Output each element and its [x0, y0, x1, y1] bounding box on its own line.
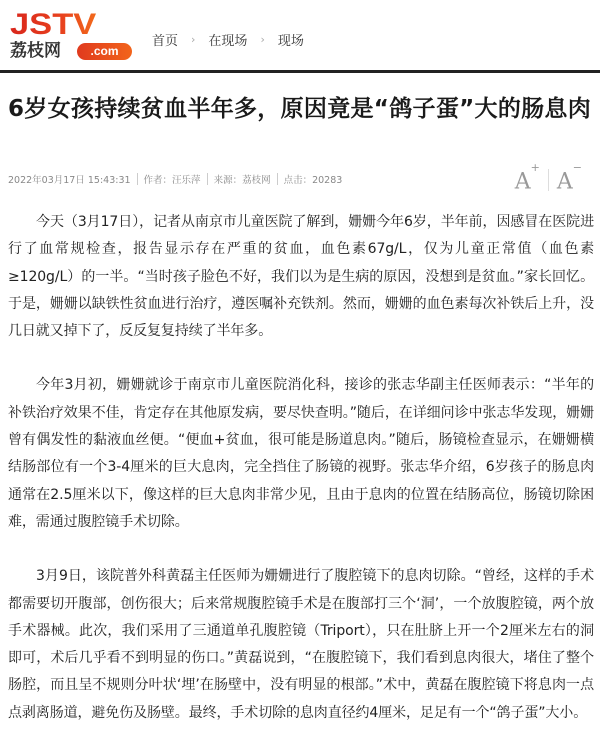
- logo-cn-name: 荔枝网: [10, 41, 61, 61]
- breadcrumb-onsite[interactable]: 在现场: [208, 34, 248, 49]
- meta-divider: [137, 173, 138, 185]
- meta-divider: [207, 173, 208, 185]
- site-logo[interactable]: [10, 10, 128, 60]
- article-author: 作者：汪乐萍: [143, 175, 201, 186]
- font-increase-icon: A: [514, 169, 531, 195]
- article-clicks: 点击：20283: [283, 175, 343, 186]
- chevron-right-icon: ›: [191, 33, 196, 46]
- publish-datetime: 2022年03月17日 15:43:31: [8, 175, 131, 186]
- font-size-controls: [514, 161, 582, 195]
- site-header: [0, 0, 600, 72]
- breadcrumb-home[interactable]: 首页: [152, 34, 179, 49]
- article-paragraph: 今年3月初，姗姗就诊于南京市儿童医院消化科，接诊的张志华副主任医师表示：“半年的补铁治疗效果不佳，肯定存在其他原发病，要尽快查明。”随后，在详细问诊中张志华发现，姗姗曾有偶发性的黏液血丝便。“便血+贫血，很可能是肠道息肉。”随后，肠镜检查显示，在姗姗横结肠部位有一个3-4厘米的巨大息肉，完全挡住了肠镜的视野。张志华介绍，6岁孩子的肠息肉通常在2.5厘米以下，像这样的巨大息肉非常少见，且由于息肉的位置在结肠高位，肠镜切除困难，需通过腹腔镜手术切除。: [8, 377, 594, 530]
- font-decrease-icon: A: [556, 169, 573, 195]
- font-controls-divider: [548, 169, 549, 191]
- article-title: 6岁女孩持续贫血半年多，原因竟是“鸽子蛋”大的肠息肉: [8, 96, 592, 122]
- breadcrumb: [152, 30, 304, 49]
- header-divider: [0, 70, 600, 73]
- article-meta: [8, 172, 342, 186]
- article-paragraph: 3月9日，该院普外科黄磊主任医师为姗姗进行了腹腔镜下的息肉切除。“曾经，这样的手术都需要切开腹部，创伤很大；后来常规腹腔镜手术是在腹部打三个‘洞’，一个放腹腔镜，两个放手术器械。此次，我们采用了三通道单孔腹腔镜（Triport），只在肚脐上开一个2厘米左右的洞即可，术后几乎看不到明显的伤口。”黄磊说到，“在腹腔镜下，我们看到息肉很大，堵住了整个肠腔，而且呈不规则分叶状‘埋’在肠壁中，没有明显的根部。”术中，黄磊在腹腔镜下将息肉一点点剥离肠道，避免伤及肠壁。最终，手术切除的息肉直径约4厘米，足足有一个“鸽子蛋”大小。: [8, 568, 594, 721]
- meta-divider: [277, 173, 278, 185]
- logo-brand-text: JSTV: [10, 8, 97, 41]
- article-paragraph: 今天（3月17日），记者从南京市儿童医院了解到，姗姗今年6岁，半年前，因感冒在医院进行了血常规检查，报告显示存在严重的贫血，血色素67g/L，仅为儿童正常值（血色素≥120g/L）的一半。“当时孩子脸色不好，我们以为是生病的原因，没想到是贫血。”家长回忆。于是，姗姗以缺铁性贫血进行治疗，遵医嘱补充铁剂。然而，姗姗的血色素每次补铁后上升，没几日就又掉下了，反反复复持续了半年多。: [8, 214, 594, 340]
- article-body: [8, 209, 594, 738]
- font-decrease-button[interactable]: A−: [556, 161, 582, 195]
- article-source: 来源：荔枝网: [213, 175, 271, 186]
- logo-domain-badge: .com: [77, 43, 132, 60]
- chevron-right-icon: ›: [260, 33, 265, 46]
- breadcrumb-scene[interactable]: 现场: [277, 34, 304, 49]
- font-increase-button[interactable]: A+: [514, 161, 540, 195]
